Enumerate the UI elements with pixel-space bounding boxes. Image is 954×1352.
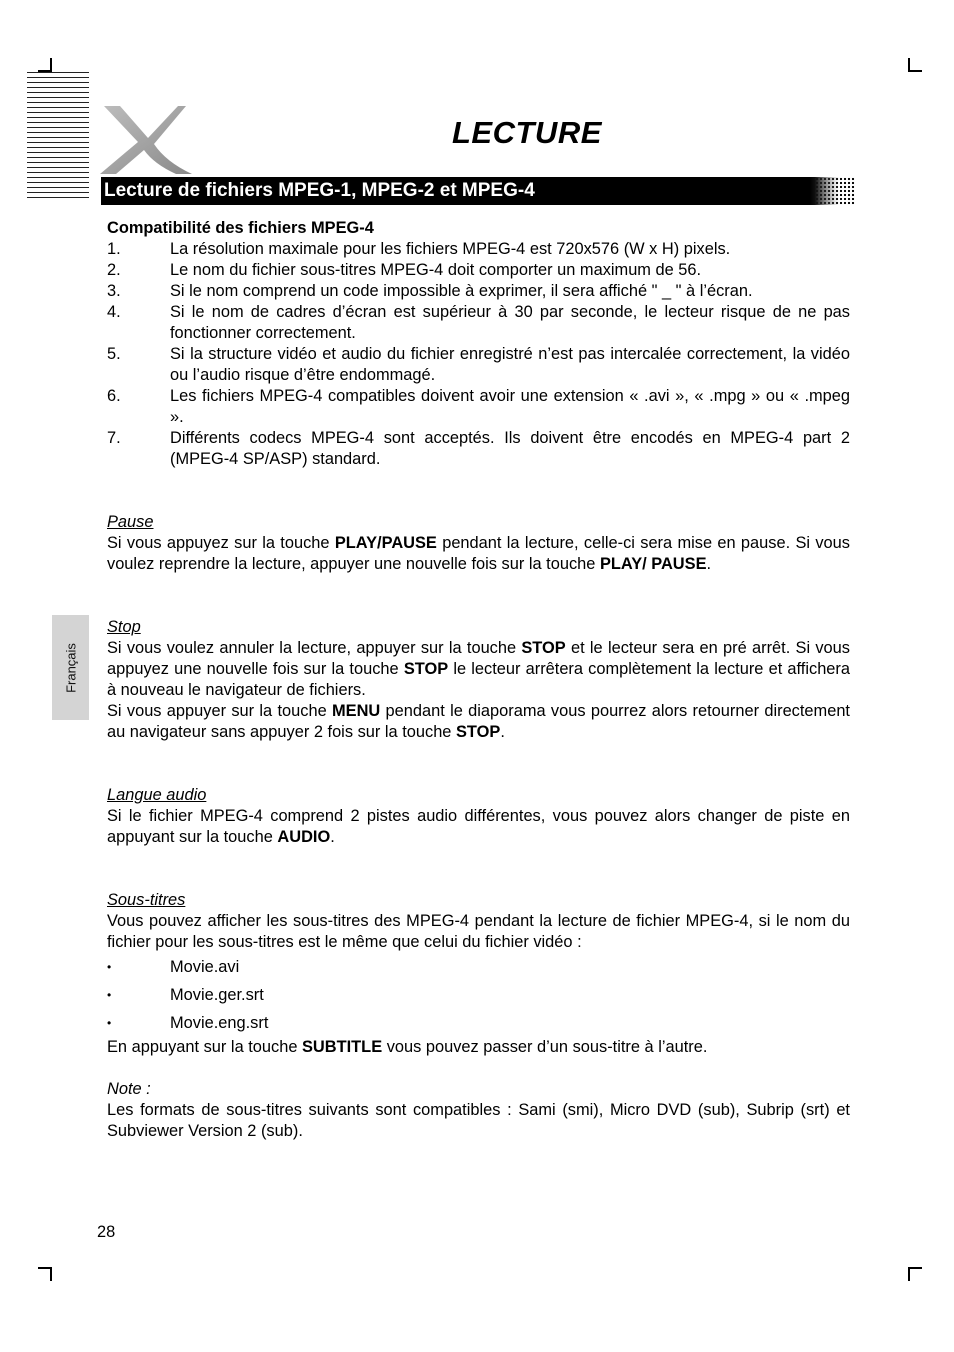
list-item-number: 1.	[107, 240, 121, 258]
audio-paragraph: Si le fichier MPEG-4 comprend 2 pistes audio différentes, vous pouvez alors changer de piste en appuyant sur la touche AUDIO.	[107, 807, 850, 846]
key-audio: AUDIO	[277, 828, 331, 846]
section-bar-dot-pattern	[815, 177, 855, 205]
note-label: Note :	[107, 1080, 151, 1098]
list-item	[107, 302, 850, 344]
subtitle-key-paragraph: En appuyant sur la touche SUBTITLE vous pouvez passer d’un sous-titre à l’autre.	[107, 1038, 708, 1056]
list-item-text: Les fichiers MPEG-4 compatibles doivent avoir une extension « .avi », « .mpg » ou « .mpeg ».	[170, 387, 850, 426]
list-item-text: Si le nom comprend un code impossible à exprimer, il sera affiché " _ " à l’écran.	[170, 282, 753, 300]
list-item	[107, 428, 850, 470]
crop-mark-bottom-right	[908, 1267, 922, 1281]
file-name: Movie.eng.srt	[170, 1013, 269, 1032]
list-item-number: 6.	[107, 387, 121, 405]
section-title: Lecture de fichiers MPEG-1, MPEG-2 et MPEG-4	[104, 180, 535, 201]
page-number: 28	[97, 1223, 116, 1241]
file-name: Movie.avi	[170, 957, 240, 976]
compat-heading: Compatibilité des fichiers MPEG-4	[107, 219, 374, 237]
list-item-text: Le nom du fichier sous-titres MPEG-4 doit comporter un maximum de 56.	[170, 261, 702, 279]
subtitle-file-list	[107, 953, 850, 1037]
file-name: Movie.ger.srt	[170, 985, 264, 1004]
list-item-number: 3.	[107, 282, 121, 300]
list-item-number: 5.	[107, 345, 121, 363]
header-stripes	[27, 72, 89, 200]
subtitles-intro: Vous pouvez afficher les sous-titres des MPEG-4 pendant la lecture de fichier MPEG-4, si le nom du fichier pour les sous-titres est le même que celui du fichier vidéo :	[107, 912, 850, 951]
list-item	[107, 386, 850, 428]
bullet-icon: •	[107, 987, 112, 1002]
brand-x-logo	[96, 104, 196, 176]
main-content	[107, 218, 850, 1142]
list-item-number: 2.	[107, 261, 121, 279]
language-side-tab	[52, 615, 89, 720]
list-item-text: Si la structure vidéo et audio du fichier enregistré n’est pas intercalée correctement, la vidéo ou l’audio risque d’être endommagé.	[170, 345, 850, 384]
list-item-number: 7.	[107, 429, 121, 447]
key-menu: MENU	[331, 702, 381, 720]
key-play-pause: PLAY/ PAUSE	[599, 555, 707, 573]
key-subtitle: SUBTITLE	[302, 1038, 383, 1056]
key-stop: STOP	[521, 639, 566, 657]
list-item	[107, 281, 850, 302]
language-label: Français	[63, 642, 78, 693]
list-item	[107, 239, 850, 260]
crop-mark-bottom-left	[38, 1267, 52, 1281]
list-item-text: La résolution maximale pour les fichiers MPEG-4 est 720x576 (W x H) pixels.	[170, 240, 731, 258]
stop-menu-paragraph: Si vous appuyer sur la touche MENU pendant le diaporama vous pourrez alors retourner directement au navigateur sans appuyer 2 fois sur la touche STOP.	[107, 702, 850, 741]
list-item	[107, 260, 850, 281]
audio-heading: Langue audio	[107, 786, 207, 804]
stop-heading: Stop	[107, 618, 141, 636]
list-item	[107, 953, 850, 981]
compat-list	[107, 239, 850, 470]
list-item-text: Si le nom de cadres d’écran est supérieur à 30 par seconde, le lecteur risque de ne pas fonctionner correctement.	[170, 303, 850, 342]
crop-mark-top-right	[908, 58, 922, 72]
list-item	[107, 344, 850, 386]
list-item-text: Différents codecs MPEG-4 sont acceptés. Ils doivent être encodés en MPEG-4 part 2 (MPEG-4 SP/ASP) standard.	[170, 429, 850, 468]
list-item-number: 4.	[107, 303, 121, 321]
page-title: LECTURE	[452, 115, 602, 150]
key-play-pause: PLAY/PAUSE	[334, 534, 437, 552]
pause-paragraph: Si vous appuyez sur la touche PLAY/PAUSE pendant la lecture, celle-ci sera mise en pause. Si vous voulez reprendre la lecture, appuyer une nouvelle fois sur la touche PLAY/ PAUSE.	[107, 534, 850, 573]
crop-mark-top-left	[38, 58, 52, 72]
key-stop: STOP	[403, 660, 449, 678]
section-header-bar	[101, 177, 855, 205]
stop-paragraph: Si vous voulez annuler la lecture, appuyer sur la touche STOP et le lecteur sera en pré arrêt. Si vous appuyez une nouvelle fois sur la touche STOP le lecteur arrêtera complètement la lecture et affichera à nouveau le navigateur de fichiers.	[107, 639, 850, 699]
note-text: Les formats de sous-titres suivants sont compatibles : Sami (smi), Micro DVD (sub), Subrip (srt) et Subviewer Version 2 (sub).	[107, 1101, 850, 1140]
list-item	[107, 981, 850, 1009]
key-stop: STOP	[455, 723, 501, 741]
bullet-icon: •	[107, 1015, 112, 1030]
pause-heading: Pause	[107, 513, 154, 531]
subtitles-heading: Sous-titres	[107, 891, 186, 909]
list-item	[107, 1009, 850, 1037]
bullet-icon: •	[107, 959, 112, 974]
